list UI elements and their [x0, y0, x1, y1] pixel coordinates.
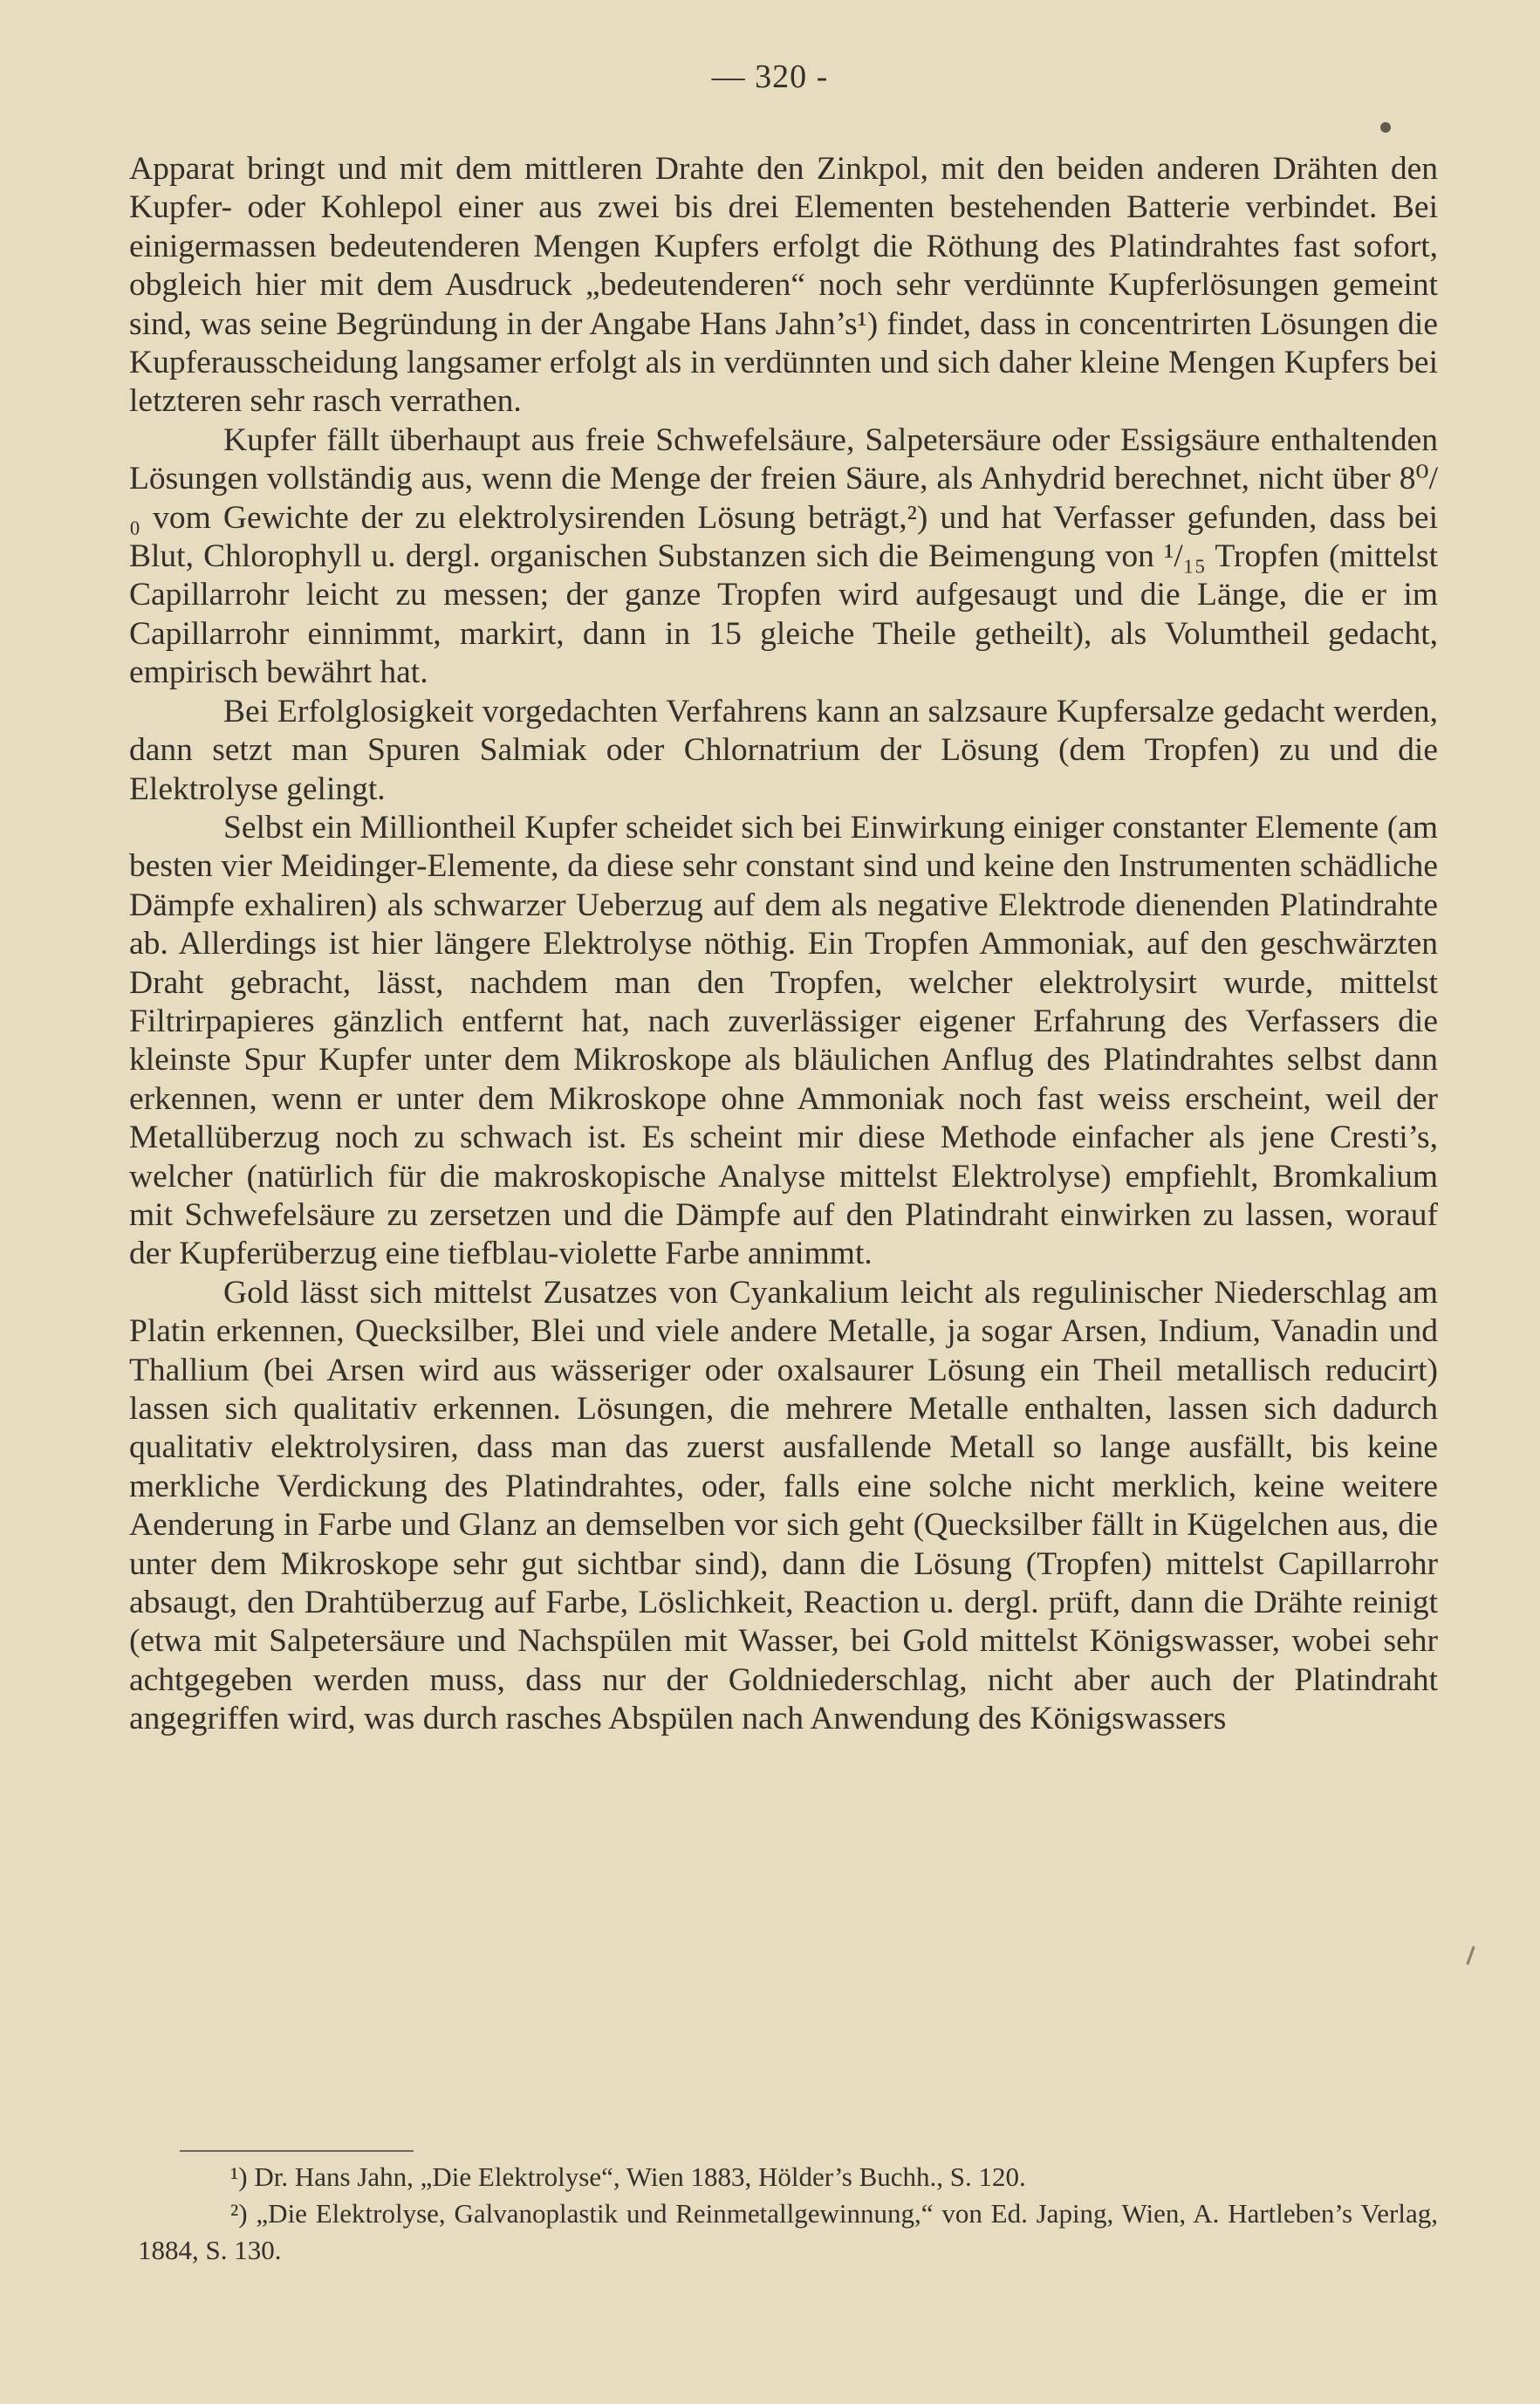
footnotes: [138, 2159, 1438, 2269]
footnote-divider: [180, 2150, 414, 2152]
footnote-1: ¹) Dr. Hans Jahn, „Die Elektrolyse“, Wien 1883, Hölder’s Buchh., S. 120.: [230, 2161, 1026, 2192]
page-number: — 320 -: [711, 58, 829, 95]
paragraph-3: Bei Erfolglosigkeit vorgedachten Verfahrens kann an salzsaure Kupfersalze gedacht werden, dann setzt man Spuren Salmiak oder Chlornatrium der Lösung (dem Tropfen) zu und die Elektrolyse gelingt.: [129, 693, 1438, 807]
paragraph-2: Kupfer fällt überhaupt aus freie Schwefelsäure, Salpetersäure oder Essigsäure enthaltenden Lösungen vollständig aus, wenn die Menge der freien Säure, als Anhydrid berechnet, nicht über 8⁰/₀ vom Gewichte der zu elektrolysirenden Lösung beträgt,²) und hat Verfasser gefunden, dass bei Blut, Chlorophyll u. dergl. organischen Substanzen sich die Beimengung von ¹/₁₅ Tropfen (mittelst Capillarrohr leicht zu messen; der ganze Tropfen wird aufgesaugt und die Länge, die er im Capillarrohr einnimmt, markirt, dann in 15 gleiche Theile getheilt), als Volumtheil gedacht, empirisch bewährt hat.: [129, 421, 1438, 691]
margin-mark: [1466, 1946, 1475, 1965]
body-text: [129, 150, 1438, 1739]
paragraph-4: Selbst ein Milliontheil Kupfer scheidet sich bei Einwirkung einiger constanter Elemente (am besten vier Meidinger-Elemente, da diese sehr constant sind und keine den Instrumenten schädliche Dämpfe exhaliren) als schwarzer Ueberzug auf dem als negative Elektrode dienenden Platindrahte ab. Allerdings ist hier längere Elektrolyse nöthig. Ein Tropfen Ammoniak, auf den geschwärzten Draht gebracht, lässt, nachdem man den Tropfen, welcher elektrolysirt wurde, mittelst Filtrirpapieres gänzlich entfernt hat, nach zuverlässiger eigener Erfahrung des Verfassers die kleinste Spur Kupfer unter dem Mikroskope als bläulichen Anflug des Platindrahtes selbst dann erkennen, wenn er unter dem Mikroskope ohne Ammoniak noch fast weiss erscheint, weil der Metallüberzug noch zu schwach ist. Es scheint mir diese Methode einfacher als jene Cresti’s, welcher (natürlich für die makroskopische Analyse mittelst Elektrolyse) empfiehlt, Bromkalium mit Schwefelsäure zu zersetzen und die Dämpfe auf den Platindraht einwirken zu lassen, worauf der Kupferüberzug eine tiefblau-violette Farbe annimmt.: [129, 809, 1438, 1272]
paragraph-1: Apparat bringt und mit dem mittleren Drahte den Zinkpol, mit den beiden anderen Drähten den Kupfer- oder Kohlepol einer aus zwei bis drei Elementen bestehenden Batterie verbindet. Bei einigermassen bedeutenderen Mengen Kupfers erfolgt die Röthung des Platindrahtes fast sofort, obgleich hier mit dem Ausdruck „bedeutenderen“ noch sehr verdünnte Kupferlösungen gemeint sind, was seine Begründung in der Angabe Hans Jahn’s¹) findet, dass in concentrirten Lösungen die Kupferausscheidung langsamer erfolgt als in verdünnten und sich daher kleine Mengen Kupfers bei letzteren sehr rasch verrathen.: [129, 151, 1438, 420]
paragraph-5: Gold lässt sich mittelst Zusatzes von Cyankalium leicht als regulinischer Niederschlag am Platin erkennen, Quecksilber, Blei und viele andere Metalle, ja sogar Arsen, Indium, Vanadin und Thallium (bei Arsen wird aus wässeriger oder oxalsaurer Lösung ein Theil metallisch reducirt) lassen sich qualitativ erkennen. Lösungen, die mehrere Metalle enthalten, lassen sich dadurch qualitativ elektrolysiren, dass man das zuerst ausfallende Metall so lange ausfällt, bis keine merkliche Verdickung des Platindrahtes, oder, falls eine solche nicht merklich, keine weitere Aenderung in Farbe und Glanz an demselben vor sich geht (Quecksilber fällt in Kügelchen aus, die unter dem Mikroskope sehr gut sichtbar sind), dann die Lösung (Tropfen) mittelst Capillarrohr absaugt, den Drahtüberzug auf Farbe, Löslichkeit, Reaction u. dergl. prüft, dann die Drähte reinigt (etwa mit Salpetersäure und Nachspülen mit Wasser, bei Gold mittelst Königswasser, wobei sehr achtgegeben werden muss, dass nur der Goldniederschlag, nicht aber auch der Platindraht angegriffen wird, was durch rasches Abspülen nach Anwendung des Königswassers: [129, 1274, 1438, 1737]
footnote-2: ²) „Die Elektrolyse, Galvanoplastik und Reinmetallgewinnung,“ von Ed. Japing, Wien, A. Hartleben’s Verlag, 1884, S. 130.: [138, 2198, 1438, 2265]
ink-spot: [1380, 122, 1391, 133]
